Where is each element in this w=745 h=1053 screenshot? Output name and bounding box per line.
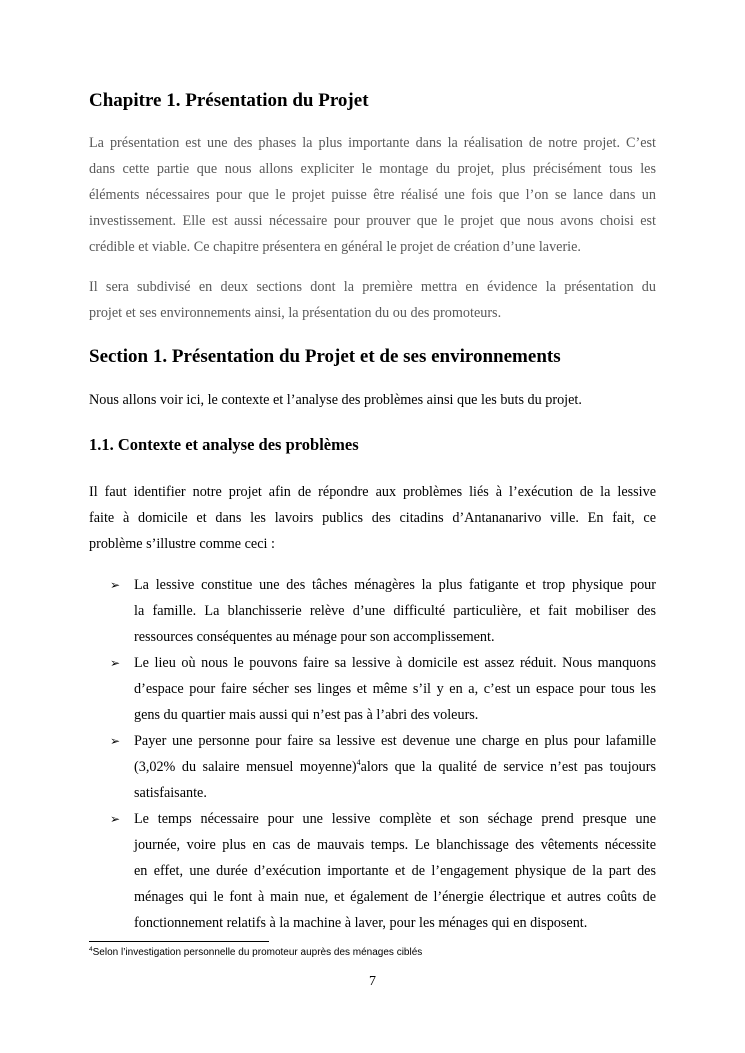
section-intro-paragraph [89,387,656,413]
text-fragment: (3,02% du salaire mensuel moyenne) [134,759,357,775]
problem-list [110,572,656,936]
text-line: journée, voire plus en cas de mauvais temps. Le blanchissage des vêtements nécessite [134,837,656,853]
text-line: investissement. Elle est aussi nécessaire pour prouver que le projet que nous avons choisi est [89,213,656,229]
chapter-title: Chapitre 1. Présentation du Projet [89,90,369,111]
text-line: dans cette partie que nous allons expliciter le montage du projet, plus précisément tous les [89,161,656,177]
page-number: 7 [369,974,376,989]
footnote [89,947,422,958]
text-line: crédible et viable. Ce chapitre présentera en général le projet de création d’une laverie. [89,239,581,255]
text-line: Il sera subdivisé en deux sections dont la première mettra en évidence la présentation du [89,279,656,295]
list-item [110,806,656,936]
footnote-reference: 4 [356,758,361,767]
arrowhead-bullet-icon: ➢ [110,578,121,592]
footnote-separator [89,941,269,942]
text-line: en effet, une durée d’exécution importante et de l’engagement physique de la part des [134,863,656,879]
text-line: la famille. La blanchisserie relève d’une difficulté particulière, et fait mobiliser des [134,603,656,619]
arrowhead-bullet-icon: ➢ [110,812,121,826]
text-line: d’espace pour faire sécher ses linges et même s’il y en a, c’est un espace pour tous les [134,681,656,697]
list-item [110,650,656,728]
text-line: fonctionnement relatifs à la machine à laver, pour les ménages qui en disposent. [134,915,588,931]
text-line: La présentation est une des phases la plus importante dans la réalisation de notre projet. C’est [89,135,656,151]
chapter-outline-paragraph [89,274,656,326]
context-paragraph [89,479,656,557]
text-line: Payer une personne pour faire sa lessive est devenue une charge en plus pour lafamille [134,733,656,749]
arrowhead-bullet-icon: ➢ [110,734,121,748]
text-line [134,754,656,780]
subsection-title: 1.1. Contexte et analyse des problèmes [89,435,359,454]
text-line: Nous allons voir ici, le contexte et l’analyse des problèmes ainsi que les buts du projet. [89,392,582,408]
text-line: ménages qui le font à main nue, et également de l’énergie électrique et autres coûts de [134,889,656,905]
list-item [110,572,656,650]
text-line: faite à domicile et dans les lavoirs publics des citadins d’Antananarivo ville. En fait, ce [89,510,656,526]
text-line: La lessive constitue une des tâches ménagères la plus fatigante et trop physique pour [134,577,656,593]
chapter-intro-paragraph [89,130,656,260]
text-line: gens du quartier mais aussi qui n’est pas à l’abri des voleurs. [134,707,479,723]
footnote-text: Selon l’investigation personnelle du promoteur auprès des ménages ciblés [92,947,423,958]
text-fragment: alors que la qualité de service n’est pas toujours [360,759,657,775]
text-line: Le temps nécessaire pour une lessive complète et son séchage prend presque une [134,811,656,827]
section-title: Section 1. Présentation du Projet et de ses environnements [89,346,561,367]
text-line: projet et ses environnements ainsi, la présentation du ou des promoteurs. [89,305,502,321]
text-line: Il faut identifier notre projet afin de répondre aux problèmes liés à l’exécution de la lessive [89,484,656,500]
text-line: Le lieu où nous le pouvons faire sa lessive à domicile est assez réduit. Nous manquons [134,655,656,671]
footnote-marker: 4 [89,946,93,953]
text-line: problème s’illustre comme ceci : [89,536,275,552]
text-line: ressources conséquentes au ménage pour son accomplissement. [134,629,495,645]
list-item [110,728,656,806]
text-line: éléments nécessaires pour que le projet puisse être réalisé une fois que l’on se lance dans un [89,187,656,203]
text-line: satisfaisante. [134,785,207,801]
arrowhead-bullet-icon: ➢ [110,656,121,670]
